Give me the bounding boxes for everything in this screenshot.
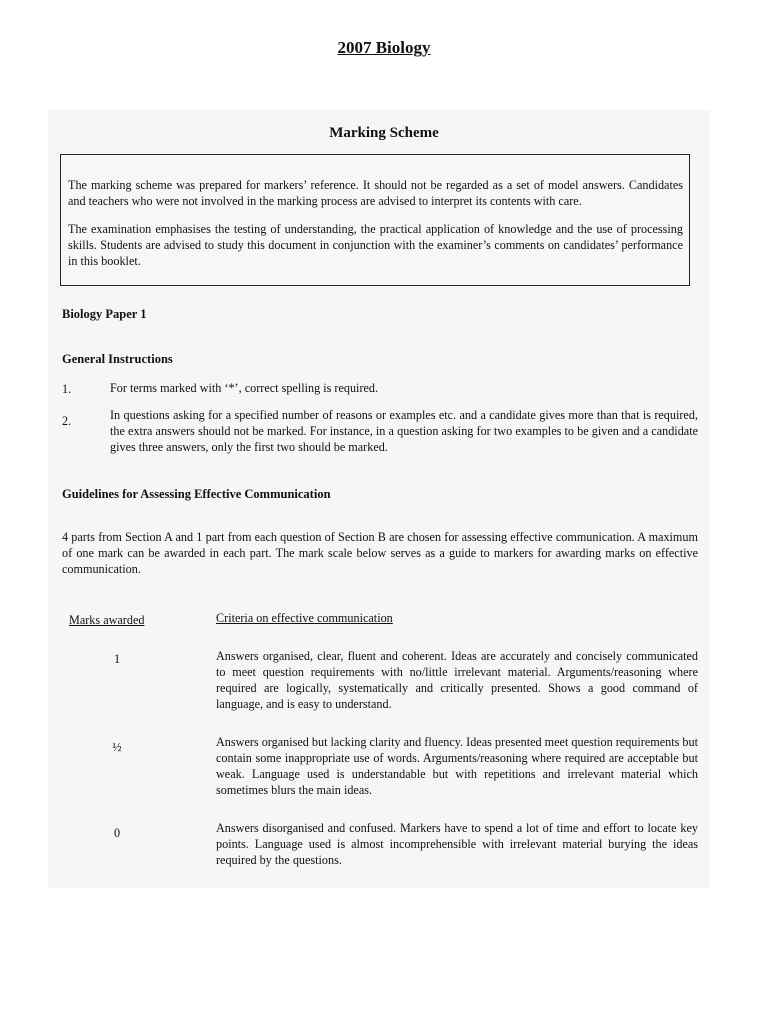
criteria-text-1: Answers organised, clear, fluent and coherent. Ideas are accurately and concisely communicated to meet question requirements with no/little irrelevant material. Arguments/reasoning where required are logically, systematically and critically presented. Shows a good command of language, and is easy to understand. — [216, 649, 698, 711]
instruction-number-2: 2. — [62, 414, 72, 428]
criteria-header: Criteria on effective communication — [216, 611, 393, 625]
document-subtitle: Marking Scheme — [329, 125, 439, 141]
mark-value-0: 0 — [113, 826, 121, 840]
instruction-number-1: 1. — [62, 382, 72, 396]
notice-paragraph-1: The marking scheme was prepared for markers’ reference. It should not be regarded as a set of model answers. Candidates and teachers who were not involved in the marking process are advised to interpret its contents with care. — [68, 178, 683, 208]
paper-heading: Biology Paper 1 — [62, 307, 147, 321]
instruction-text-2: In questions asking for a specified number of reasons or examples etc. and a candidate gives more than that is required, the extra answers should not be marked. For instance, in a question asking for two examples to be given and a candidate gives three answers, only the first two should be marked. — [110, 408, 698, 454]
criteria-text-half: Answers organised but lacking clarity and fluency. Ideas presented meet question requirements but contain some inappropriate use of words. Arguments/reasoning where required are acceptable but weak. Language used is understandable but with repetitions and irrelevant material which sometimes blurs the main ideas. — [216, 735, 698, 797]
mark-value-half: ½ — [112, 740, 122, 754]
notice-box — [60, 154, 690, 286]
instruction-text-1: For terms marked with ‘*’, correct spelling is required. — [110, 381, 379, 395]
document-title: 2007 Biology — [337, 38, 431, 57]
guidelines-heading: Guidelines for Assessing Effective Communication — [62, 487, 331, 501]
notice-paragraph-2: The examination emphasises the testing of understanding, the practical application of knowledge and the use of processing skills. Students are advised to study this document in conjunction with the examiner’s comments on candidates’ performance in this booklet. — [68, 222, 683, 268]
mark-value-1: 1 — [113, 652, 121, 666]
general-instructions-heading: General Instructions — [62, 352, 173, 366]
marks-awarded-header: Marks awarded — [69, 613, 145, 627]
guidelines-intro: 4 parts from Section A and 1 part from each question of Section B are chosen for assessing effective communication. A maximum of one mark can be awarded in each part. The mark scale below serves as a guide to markers for awarding marks on effective communication. — [62, 530, 698, 576]
criteria-text-0: Answers disorganised and confused. Markers have to spend a lot of time and effort to locate key points. Language used is almost incomprehensible with irrelevant material burying the ideas required by the questions. — [216, 821, 698, 867]
